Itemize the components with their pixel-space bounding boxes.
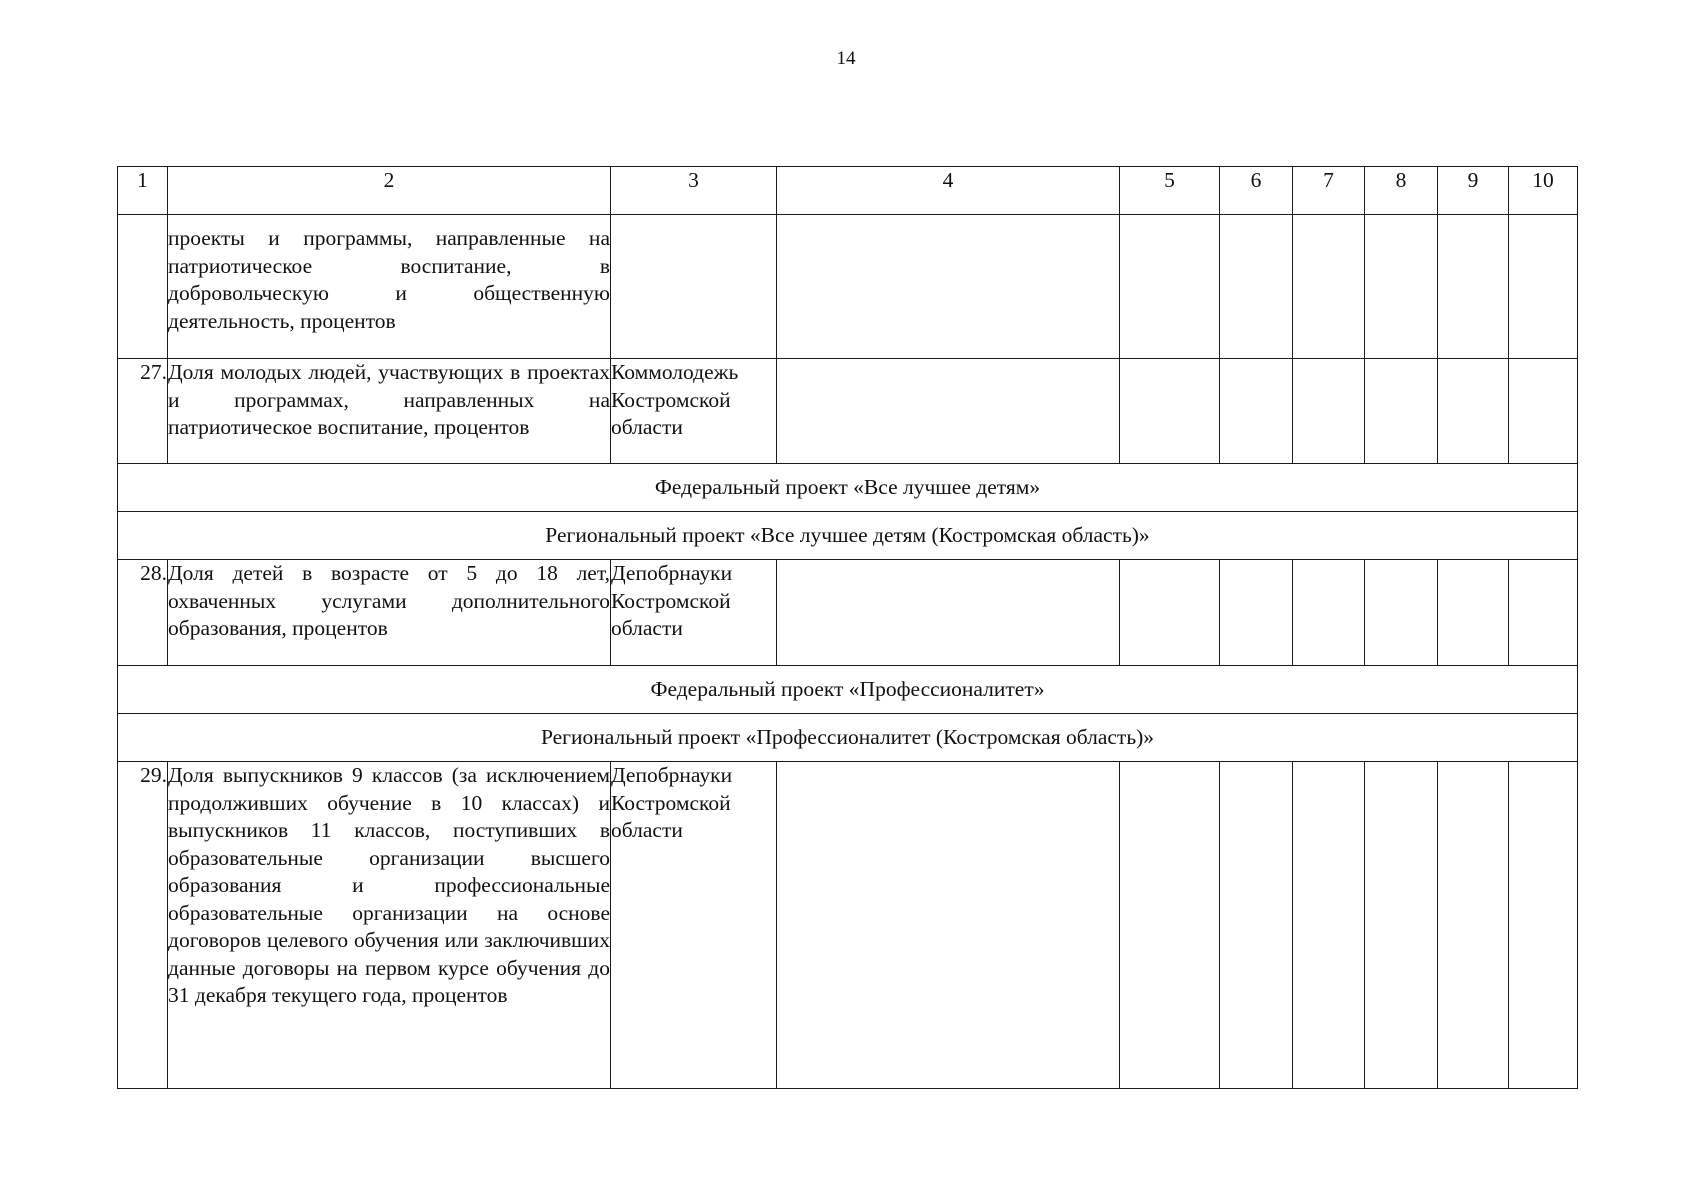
column-header-10: 10 [1509,167,1578,215]
column-header-2: 2 [168,167,611,215]
responsible-executor: Депобрнауки Костромской области [611,762,777,1089]
empty-cell [1438,359,1509,464]
column-header-3: 3 [611,167,777,215]
responsible-executor: Депобрнауки Костромской области [611,560,777,666]
empty-cell [1120,762,1220,1089]
section-row-regional-professionalitet [118,714,1578,762]
empty-cell [1365,762,1438,1089]
responsible-cell [611,215,777,359]
empty-cell [1293,762,1365,1089]
column-header-5: 5 [1120,167,1220,215]
empty-cell [1220,762,1293,1089]
section-row-federal-best-for-children [118,464,1578,512]
section-row-federal-professionalitet [118,666,1578,714]
column-header-1: 1 [118,167,168,215]
section-title: Региональный проект «Профессионалитет (Костромская область)» [118,714,1578,762]
empty-cell [1293,560,1365,666]
responsible-executor: Коммолодежь Костромской области [611,359,777,464]
empty-cell [1120,560,1220,666]
indicator-description: Доля выпускников 9 классов (за исключением продолживших обучение в 10 классах) и выпускников 11 классов, поступивших в образовательные организации высшего образования и профессиональные образовательные организации на основе договоров целевого обучения или заключивших данные договоры на первом курсе обучения до 31 декабря текущего года, процентов [168,762,611,1089]
table-row-29 [118,762,1578,1089]
row-number: 29. [118,762,168,1089]
empty-cell [777,560,1120,666]
empty-cell [1293,359,1365,464]
empty-cell [777,215,1120,359]
column-header-7: 7 [1293,167,1365,215]
indicator-description: проекты и программы, направленные на патриотическое воспитание, в добровольческую и общественную деятельность, процентов [168,215,611,359]
row-number: 27. [118,359,168,464]
table-row-27 [118,359,1578,464]
indicators-table [117,166,1578,1089]
indicator-description: Доля детей в возрасте от 5 до 18 лет, охваченных услугами дополнительного образования, процентов [168,560,611,666]
page-number: 14 [836,48,856,69]
empty-cell [1509,762,1578,1089]
empty-cell [1438,215,1509,359]
header-row [118,167,1578,215]
empty-cell [1220,215,1293,359]
empty-cell [1365,359,1438,464]
column-header-9: 9 [1438,167,1509,215]
table-row-28 [118,560,1578,666]
empty-cell [1509,215,1578,359]
indicator-description: Доля молодых людей, участвующих в проектах и программах, направленных на патриотическое воспитание, процентов [168,359,611,464]
empty-cell [1120,359,1220,464]
section-title: Федеральный проект «Все лучшее детям» [118,464,1578,512]
empty-cell [1220,560,1293,666]
section-title: Федеральный проект «Профессионалитет» [118,666,1578,714]
empty-cell [1509,560,1578,666]
empty-cell [1365,215,1438,359]
section-title: Региональный проект «Все лучшее детям (Костромская область)» [118,512,1578,560]
empty-cell [777,762,1120,1089]
row-number: 28. [118,560,168,666]
empty-cell [1120,215,1220,359]
section-row-regional-best-for-children [118,512,1578,560]
column-header-4: 4 [777,167,1120,215]
column-header-6: 6 [1220,167,1293,215]
empty-cell [1438,762,1509,1089]
table-row-continuation [118,215,1578,359]
empty-cell [1220,359,1293,464]
empty-cell [1509,359,1578,464]
row-number-cell [118,215,168,359]
empty-cell [777,359,1120,464]
empty-cell [1438,560,1509,666]
column-header-8: 8 [1365,167,1438,215]
empty-cell [1365,560,1438,666]
empty-cell [1293,215,1365,359]
